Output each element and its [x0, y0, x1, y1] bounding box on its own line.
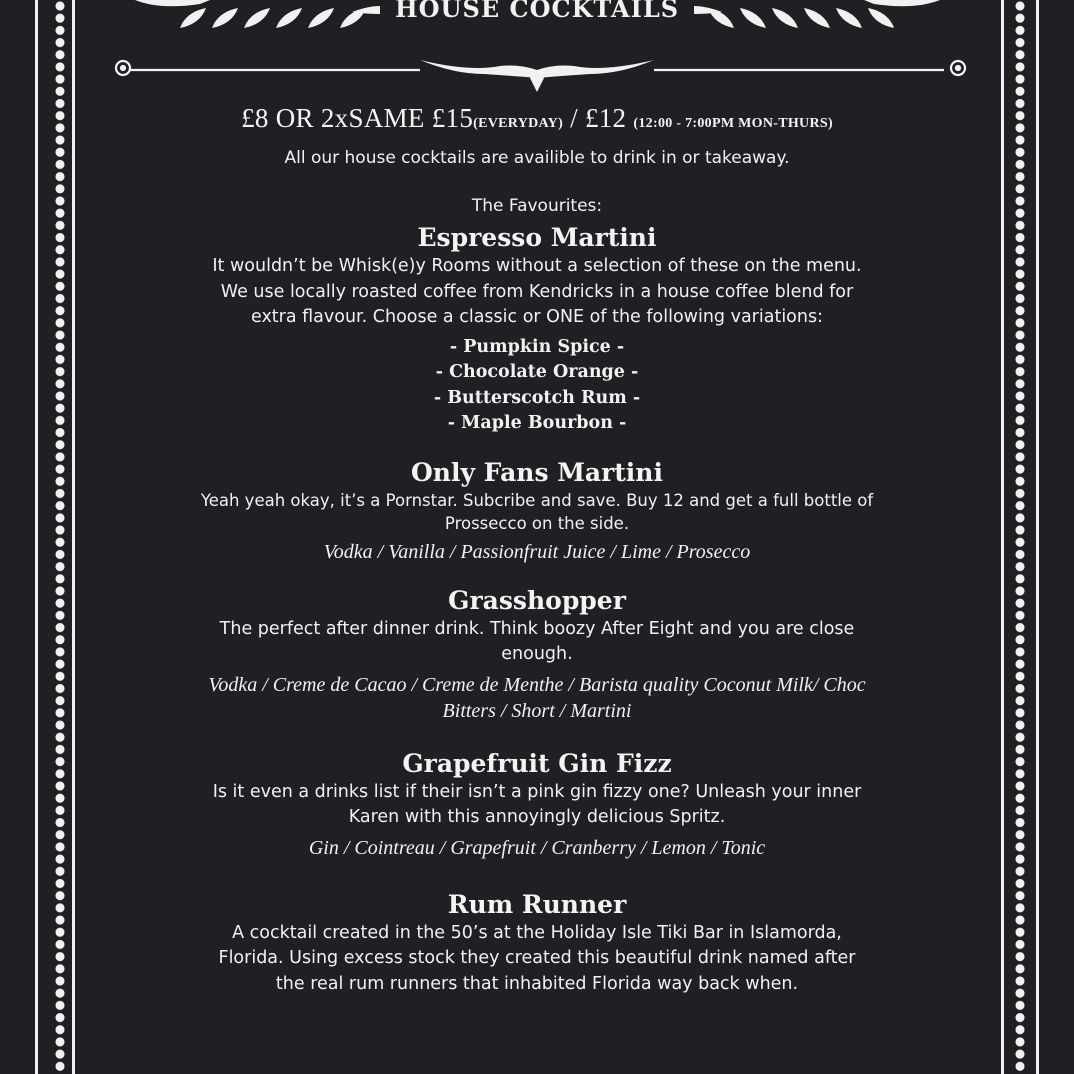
drink-name: Rum Runner — [447, 889, 627, 919]
right-border-line-inner — [1001, 0, 1004, 1074]
price-main: £8 OR 2xSAME £15 — [241, 103, 474, 133]
drink-description — [140, 489, 934, 535]
drink-grasshopper — [140, 585, 934, 724]
variation-item: - Butterscotch Rum - — [433, 387, 641, 408]
price-everyday-note: (EVERYDAY) — [473, 116, 564, 131]
variation-item: - Chocolate Orange - — [435, 362, 639, 382]
description-line: It wouldn’t be Whisk(e)y Rooms without a selection of these on the menu. — [212, 256, 862, 276]
menu-content — [140, 100, 934, 997]
drink-name: Grapefruit Gin Fizz — [402, 748, 672, 778]
ingredients-line: Vodka / Creme de Cacao / Creme de Menthe / Barista quality Coconut Milk/ Choc — [208, 673, 866, 696]
favourites-label: The Favourites: — [471, 196, 603, 216]
description-line: A cocktail created in the 50’s at the Holiday Isle Tiki Bar in Islamorda, — [232, 922, 842, 943]
drink-grapefruit-gin-fizz — [140, 748, 934, 861]
drink-name: Espresso Martini — [417, 223, 657, 252]
description-line: extra flavour. Choose a classic or ONE of the following variations: — [250, 307, 823, 327]
left-dotted-border — [54, 0, 66, 1074]
description-line: Prossecco on the side. — [444, 513, 630, 533]
left-border-line-outer — [35, 0, 38, 1074]
center-flourish-icon — [420, 60, 654, 92]
price-line — [140, 100, 934, 136]
drink-espresso-martini — [140, 222, 934, 437]
description-line: The perfect after dinner drink. Think boozy After Eight and you are close — [219, 618, 855, 639]
description-line: Florida. Using excess stock they created this beautiful drink named after — [218, 948, 856, 968]
description-line: the real rum runners that inhabited Florida way back when. — [275, 973, 799, 994]
description-line: Is it even a drinks list if their isn’t a pink gin fizzy one? Unleash your inner — [212, 781, 862, 802]
drink-name: Only Fans Martini — [411, 457, 663, 487]
description-line: Karen with this annoyingly delicious Spritz. — [348, 807, 726, 827]
description-line: enough. — [501, 644, 573, 664]
price-separator: / — [563, 103, 585, 133]
price-happy: £12 — [584, 103, 627, 133]
drink-name: Grasshopper — [448, 585, 626, 615]
variation-item: - Pumpkin Spice - — [449, 336, 625, 357]
ingredients-line: Bitters / Short / Martini — [442, 699, 632, 722]
intro-text: All our house cocktails are availible to drink in or takeaway. — [284, 148, 790, 168]
description-line: We use locally roasted coffee from Kendricks in a house coffee blend for — [220, 281, 854, 302]
description-line: Yeah yeah okay, it’s a Pornstar. Subcribe and save. Buy 12 and get a full bottle of — [200, 490, 874, 510]
right-dotted-border — [1014, 0, 1026, 1074]
left-border-line-inner — [72, 0, 75, 1074]
drink-ingredients: Gin / Cointreau / Grapefruit / Cranberry / Lemon / Tonic — [308, 836, 766, 859]
drink-description — [140, 921, 934, 998]
drink-only-fans-martini — [140, 457, 934, 565]
drink-rum-runner — [140, 889, 934, 998]
drink-ingredients: Vodka / Vanilla / Passionfruit Juice / Lime / Prosecco — [323, 540, 751, 563]
price-happy-hours: (12:00 - 7:00PM MON-THURS) — [633, 116, 833, 131]
drink-description — [140, 780, 934, 831]
drink-description — [140, 254, 934, 331]
variation-item: - Maple Bourbon - — [447, 413, 627, 433]
right-border-line-outer — [1036, 0, 1039, 1074]
drink-description — [140, 617, 934, 668]
menu-title: HOUSE COCKTAILS — [394, 0, 680, 23]
drink-ingredients — [140, 672, 934, 724]
variation-list — [140, 335, 934, 437]
